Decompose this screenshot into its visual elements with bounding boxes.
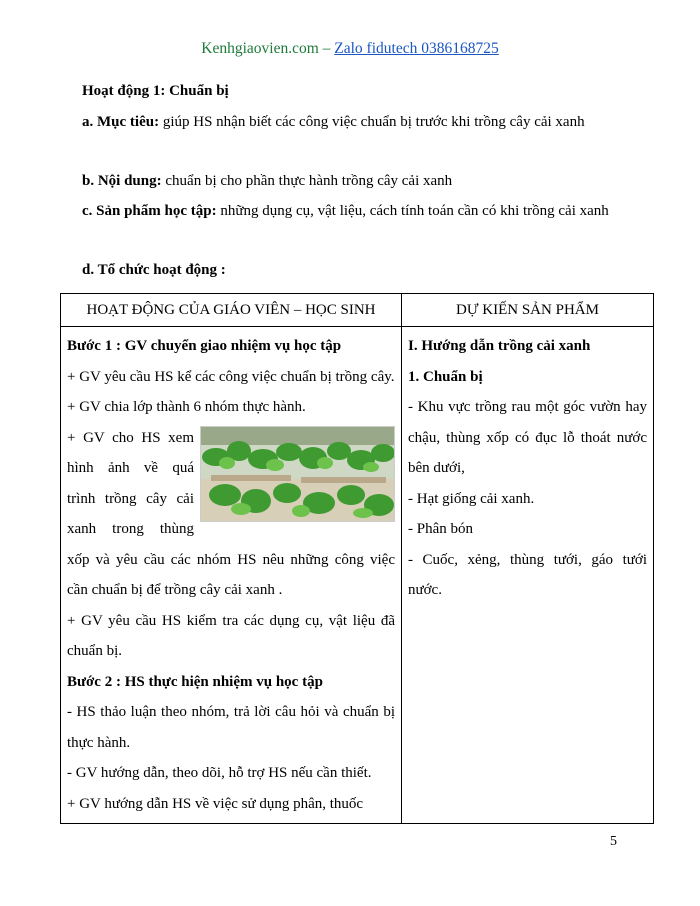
header-expected-product: DỰ KIẾN SẢN PHẨM [402, 294, 654, 327]
zalo-contact-link[interactable]: Zalo fidutech 0386168725 [334, 40, 499, 57]
activity-table [60, 293, 654, 824]
page-header [0, 40, 700, 58]
site-link[interactable]: Kenhgiaovien.com [201, 40, 319, 57]
content-label: b. Nội dung: [82, 173, 162, 189]
objective-label: a. Mục tiêu: [82, 114, 160, 130]
step2-item2: - GV hướng dẫn, theo dõi, hỗ trợ HS nếu cần thiết. [67, 765, 372, 781]
product-paragraph [82, 197, 647, 226]
step1-item3: + GV cho HS xem hình ảnh về quá trình trồng cây cải xanh trong thùng xốp và yêu cầu các nhóm HS nêu những công việc cần chuẩn bị để trồng cây cải xanh . [67, 429, 395, 598]
product-item1: - Khu vực trồng rau một góc vườn hay chậu, thùng xốp có đục lỗ thoát nước bên dưới, [408, 399, 647, 476]
product-item3: - Phân bón [408, 521, 473, 537]
product-text: những dụng cụ, vật liệu, cách tính toán cần có khi trồng cải xanh [216, 203, 609, 219]
step1-item1: + GV yêu cầu HS kể các công việc chuẩn bị trồng cây. [67, 368, 395, 385]
header-separator: – [318, 40, 335, 57]
objective-paragraph [82, 108, 647, 137]
step1-item4: + GV yêu cầu HS kiểm tra các dụng cụ, vật liệu đã chuẩn bị. [67, 612, 395, 659]
expected-product-cell [402, 327, 654, 824]
preparation-subtitle: 1. Chuẩn bị [408, 368, 483, 385]
step1-title: Bước 1 : GV chuyển giao nhiệm vụ học tập [67, 338, 342, 354]
table-body-row [61, 327, 654, 824]
product-item2: - Hạt giống cải xanh. [408, 490, 535, 507]
product-label: c. Sản phẩm học tập: [82, 203, 217, 219]
step2-title: Bước 2 : HS thực hiện nhiệm vụ học tập [67, 673, 323, 690]
product-item4: - Cuốc, xẻng, thùng tưới, gáo tưới nước. [408, 551, 647, 598]
section-title: I. Hướng dẫn trồng cải xanh [408, 338, 591, 354]
content-text: chuẩn bị cho phần thực hành trồng cây cải xanh [161, 173, 453, 189]
step2-item3: + GV hướng dẫn HS về việc sử dụng phân, thuốc [67, 795, 364, 812]
header-teacher-student: HOẠT ĐỘNG CỦA GIÁO VIÊN – HỌC SINH [61, 294, 402, 327]
objective-text: giúp HS nhận biết các công việc chuẩn bị trước khi trồng cây cải xanh [159, 114, 585, 130]
teacher-student-cell [61, 327, 402, 824]
page-number: 5 [610, 834, 617, 849]
content-paragraph [82, 167, 647, 196]
organization-label: d. Tổ chức hoạt động : [82, 262, 226, 278]
activity-title: Hoạt động 1: Chuẩn bị [82, 83, 229, 99]
table-header-row [61, 294, 654, 327]
step1-item2: + GV chia lớp thành 6 nhóm thực hành. [67, 399, 306, 415]
mustard-greens-photo [200, 426, 395, 522]
step2-item1: - HS thảo luận theo nhóm, trả lời câu hỏi và chuẩn bị thực hành. [67, 704, 395, 751]
